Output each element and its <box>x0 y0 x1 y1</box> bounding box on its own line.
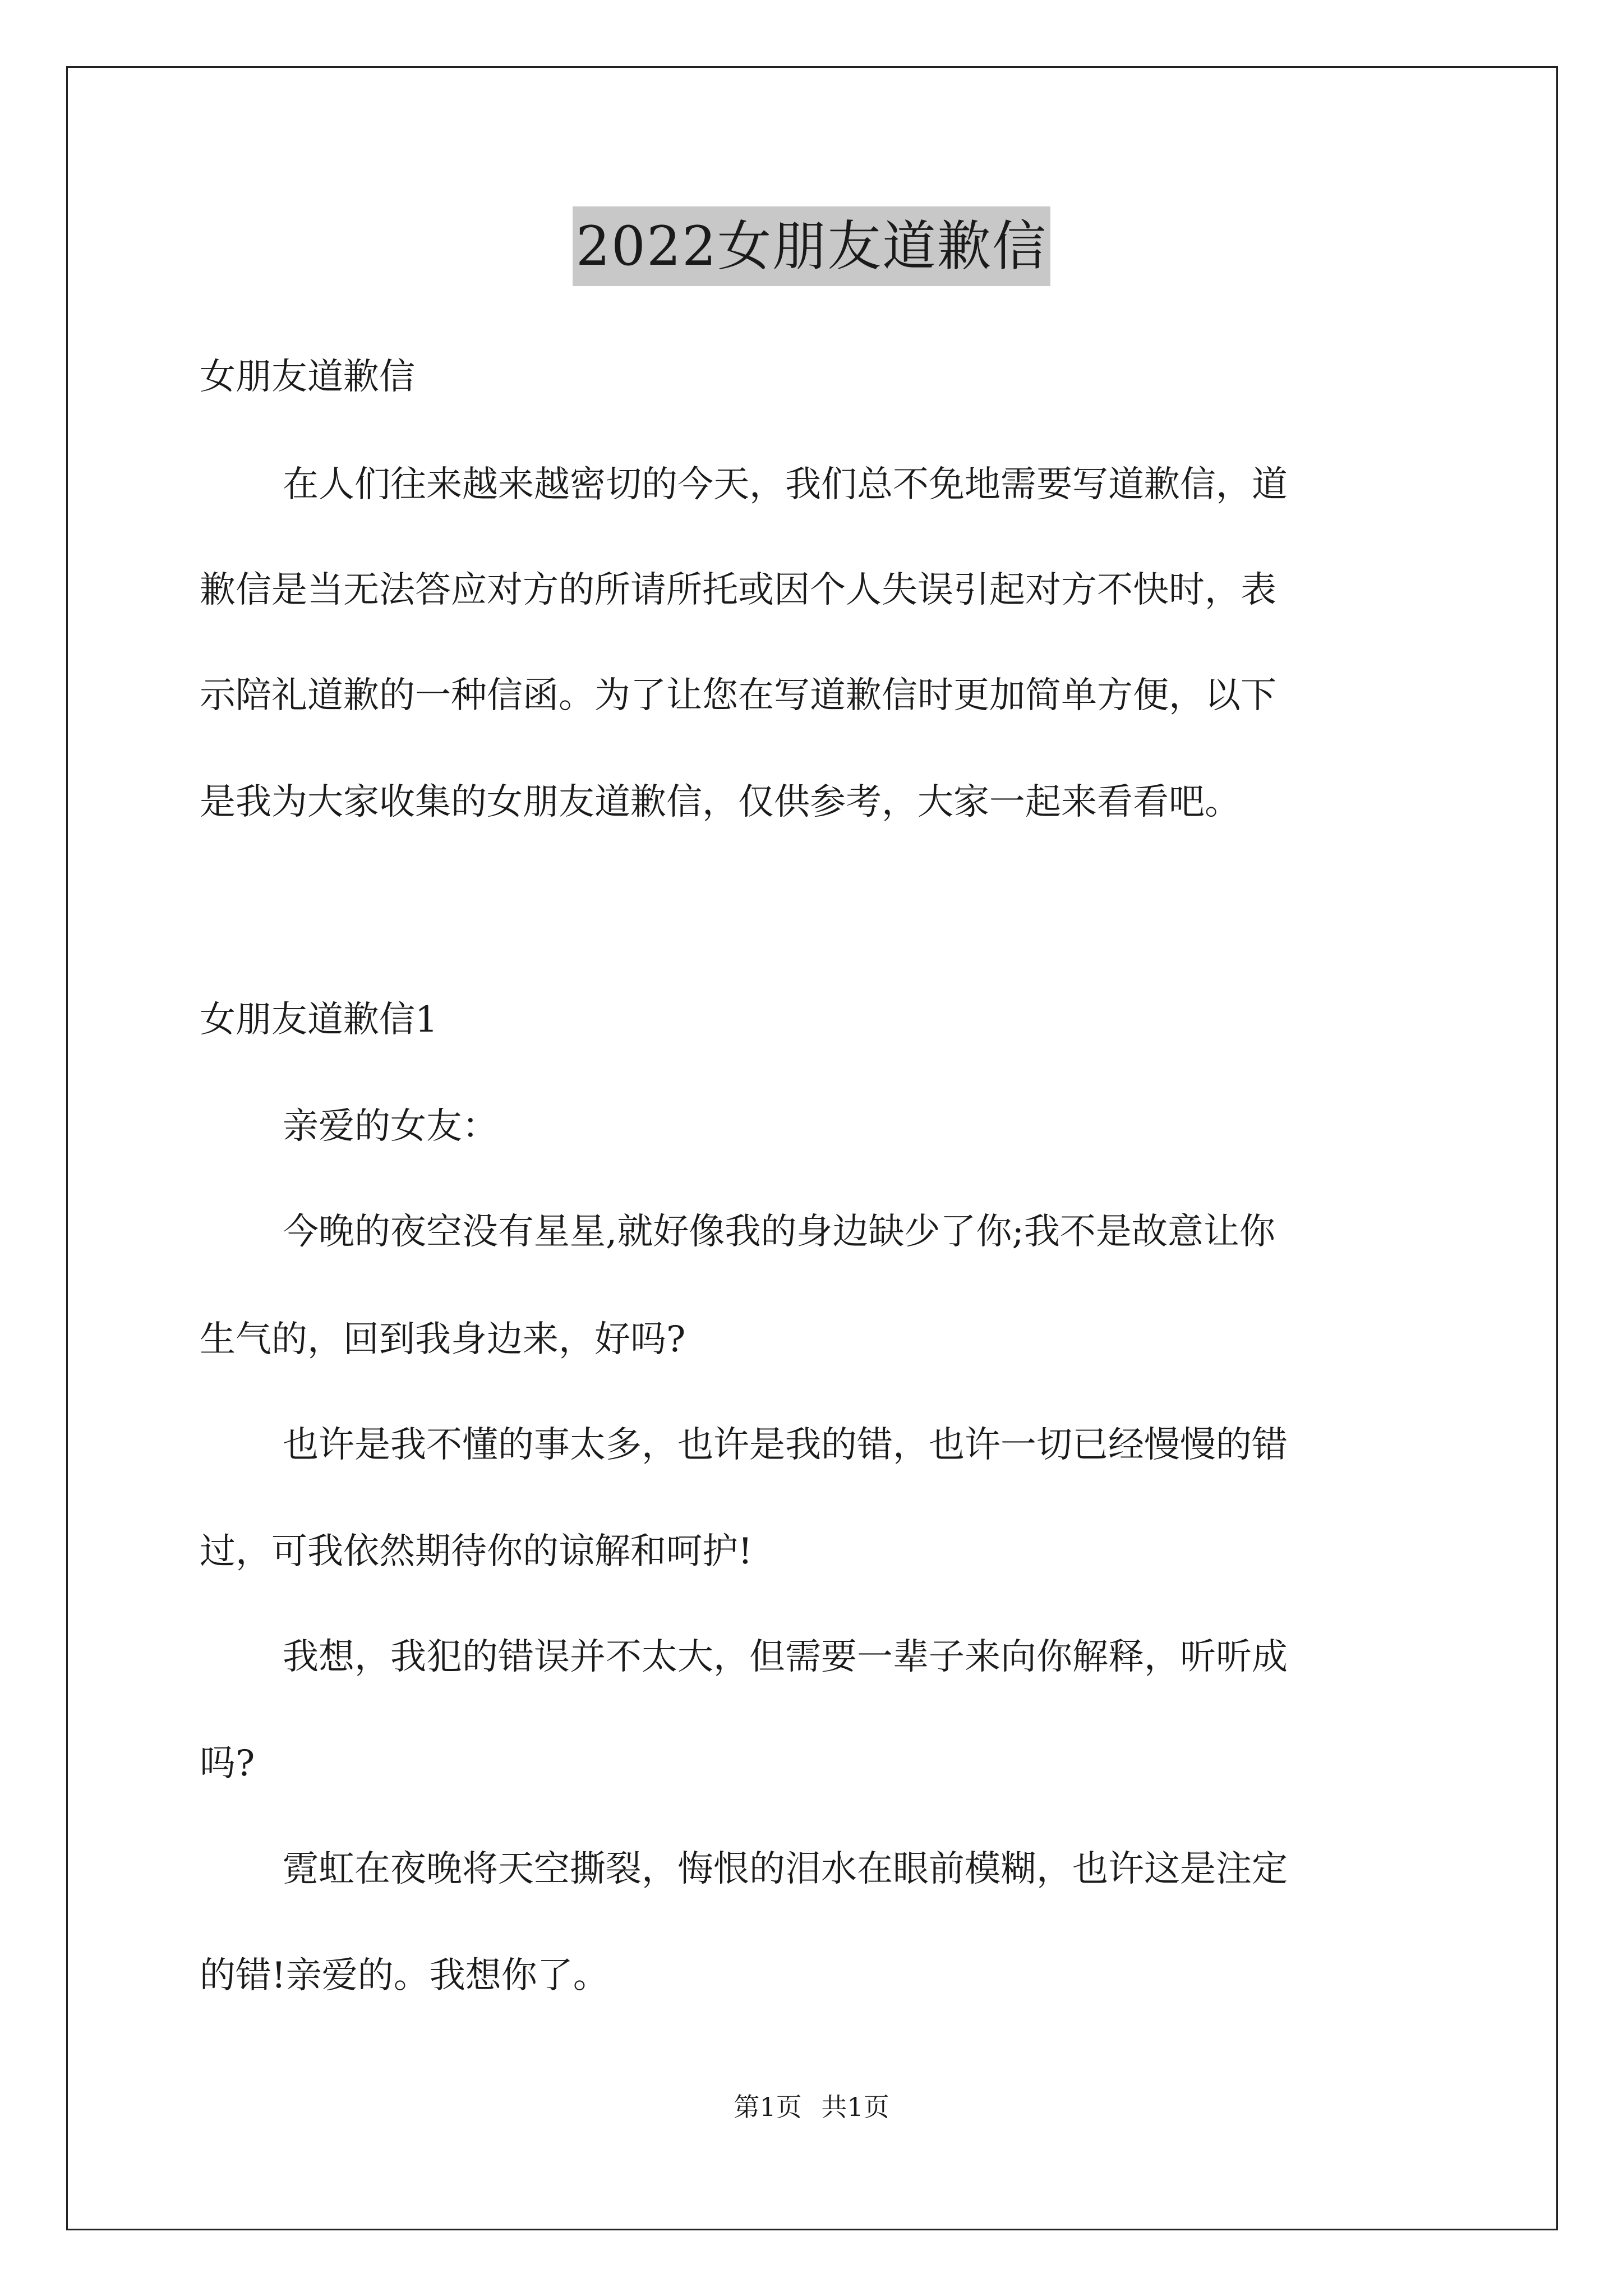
paragraph-line: 也许是我不懂的事太多，也许是我的错，也许一切已经慢慢的错 <box>283 1424 1288 1466</box>
paragraph-line: 过，可我依然期待你的谅解和呵护! <box>200 1531 753 1572</box>
page-footer <box>0 2091 1623 2123</box>
paragraph-line: 我想，我犯的错误并不太大，但需要一辈子来向你解释，听听成 <box>283 1636 1288 1678</box>
page-total: 共1页 <box>821 2092 889 2122</box>
paragraph-line: 在人们往来越来越密切的今天，我们总不免地需要写道歉信，道 <box>283 464 1288 505</box>
paragraph-line: 今晚的夜空没有星星,就好像我的身边缺少了你;我不是故意让你 <box>283 1211 1275 1253</box>
salutation: 亲爱的女友： <box>283 1106 498 1147</box>
letter-heading: 女朋友道歉信1 <box>200 999 438 1041</box>
title-container <box>0 206 1623 286</box>
paragraph-line: 示陪礼道歉的一种信函。为了让您在写道歉信时更加简单方便，以下 <box>200 675 1276 716</box>
paragraph-line: 的错!亲爱的。我想你了。 <box>200 1955 609 1996</box>
page-number: 第1页 <box>734 2092 802 2122</box>
paragraph-line: 生气的，回到我身边来，好吗? <box>200 1319 686 1360</box>
paragraph-line: 歉信是当无法答应对方的所请所托或因个人失误引起对方不快时，表 <box>200 569 1276 611</box>
section-heading: 女朋友道歉信 <box>200 356 415 398</box>
paragraph-line: 霓虹在夜晚将天空撕裂，悔恨的泪水在眼前模糊，也许这是注定 <box>283 1848 1288 1890</box>
paragraph-line: 是我为大家收集的女朋友道歉信，仅供参考，大家一起来看看吧。 <box>200 781 1241 823</box>
document-title: 2022女朋友道歉信 <box>573 206 1050 286</box>
paragraph-line: 吗? <box>200 1743 255 1784</box>
